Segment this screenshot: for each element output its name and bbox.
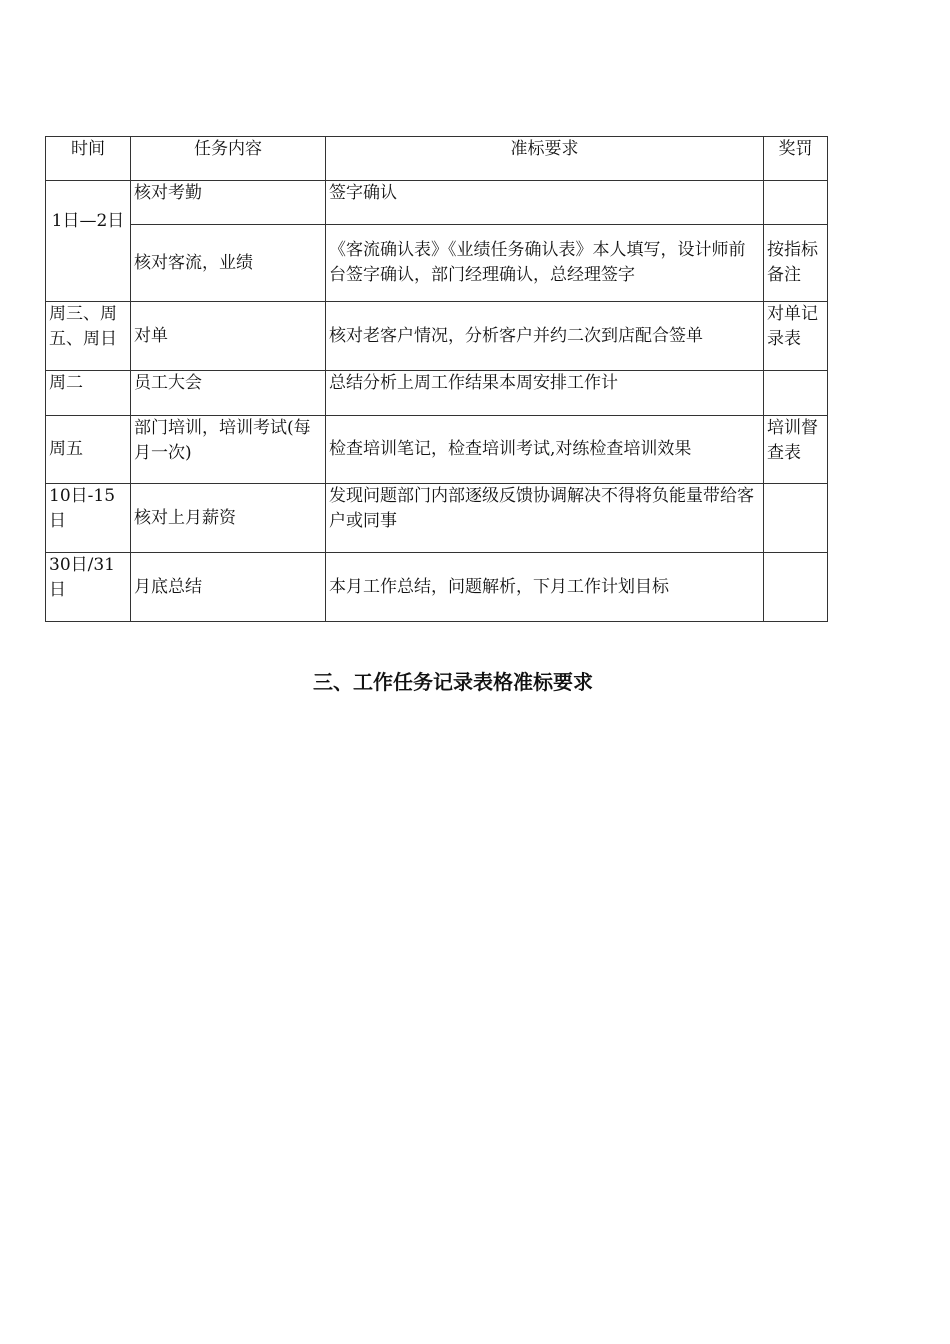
cell-requirement: 核对老客户情况，分析客户并约二次到店配合签单 [326,302,764,371]
cell-task: 对单 [131,302,326,371]
cell-requirement: 总结分析上周工作结果本周安排工作计 [326,371,764,416]
table-row [46,484,828,553]
cell-time: 1日—2日 [46,181,131,302]
cell-reward [764,484,828,553]
cell-task: 核对上月薪资 [131,484,326,553]
table-row [46,553,828,622]
table-row [46,181,828,225]
cell-time: 周五 [46,416,131,484]
header-time: 时间 [46,137,131,181]
cell-time: 10日-15日 [46,484,131,553]
table-row [46,371,828,416]
cell-task: 核对考勤 [131,181,326,225]
section-heading: 三、工作任务记录表格准标要求 [313,670,593,694]
cell-task: 员工大会 [131,371,326,416]
table-row [46,225,828,302]
cell-task: 月底总结 [131,553,326,622]
cell-requirement: 发现问题部门内部逐级反馈协调解决不得将负能量带给客户或同事 [326,484,764,553]
header-requirement: 准标要求 [326,137,764,181]
cell-requirement: 检查培训笔记，检查培训考试,对练检查培训效果 [326,416,764,484]
cell-requirement: 《客流确认表》《业绩任务确认表》本人填写，设计师前台签字确认，部门经理确认，总经理签字 [326,225,764,302]
cell-time: 周三、周五、周日 [46,302,131,371]
header-reward-penalty: 奖罚 [764,137,828,181]
cell-time: 30日/31日 [46,553,131,622]
cell-reward: 培训督查表 [764,416,828,484]
table-row [46,302,828,371]
header-task: 任务内容 [131,137,326,181]
cell-reward: 对单记录表 [764,302,828,371]
cell-time: 周二 [46,371,131,416]
cell-reward [764,371,828,416]
task-table [45,136,828,622]
cell-reward [764,181,828,225]
table-header-row [46,137,828,181]
cell-task: 部门培训，培训考试(每月一次) [131,416,326,484]
cell-requirement: 本月工作总结，问题解析，下月工作计划目标 [326,553,764,622]
cell-task: 核对客流，业绩 [131,225,326,302]
cell-reward: 按指标备注 [764,225,828,302]
cell-reward [764,553,828,622]
table-row [46,416,828,484]
cell-requirement: 签字确认 [326,181,764,225]
